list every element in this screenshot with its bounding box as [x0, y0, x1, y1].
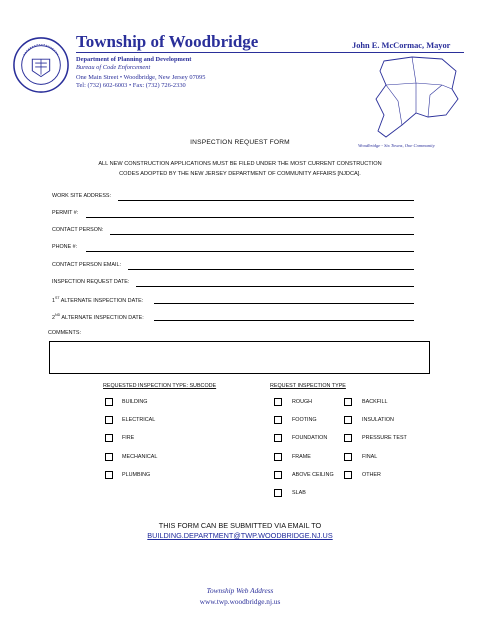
filing-notice [40, 159, 440, 179]
submit-email-link[interactable]: BUILDING.DEPARTMENT@TWP.WOODBRIDGE.NJ.US [147, 531, 333, 540]
alternate-date-2-text: ALTERNATE INSPECTION DATE: [60, 314, 144, 321]
pressure-test-label: PRESSURE TEST [362, 435, 407, 441]
permit-label: PERMIT #: [52, 210, 79, 216]
phone-label: PHONE #: [52, 244, 78, 250]
above-ceiling-label: ABOVE CEILING [292, 472, 334, 478]
township-seal-icon [12, 36, 70, 94]
slab-checkbox[interactable] [274, 489, 282, 497]
foundation-label: FOUNDATION [292, 435, 328, 441]
township-map-icon [372, 55, 460, 139]
slab-label: SLAB [292, 490, 306, 496]
final-checkbox[interactable] [344, 453, 352, 461]
building-label: BUILDING [122, 399, 148, 405]
office-address: One Main Street • Woodbridge, New Jersey 07095 [76, 74, 206, 81]
footing-checkbox[interactable] [274, 416, 282, 424]
alternate-date-2-field[interactable] [154, 320, 414, 321]
alternate-date-2-number: 2 [52, 314, 55, 321]
web-address-link[interactable]: www.twp.woodbridge.nj.us [199, 597, 281, 606]
pressure-test-checkbox[interactable] [344, 434, 352, 442]
alternate-date-1-field[interactable] [154, 303, 414, 304]
header-rule [76, 52, 464, 53]
request-date-label: INSPECTION REQUEST DATE: [52, 279, 130, 285]
comments-field[interactable] [49, 341, 430, 374]
alternate-date-1-suffix: ST [55, 296, 60, 300]
electrical-label: ELECTRICAL [122, 417, 156, 423]
contact-email-label: CONTACT PERSON EMAIL: [52, 262, 121, 268]
phone-field[interactable] [86, 251, 414, 252]
permit-field[interactable] [86, 217, 414, 218]
filing-notice-line-1: ALL NEW CONSTRUCTION APPLICATIONS MUST BE FILED UNDER THE MOST CURRENT CONSTRUCTION [98, 161, 382, 167]
request-date-field[interactable] [136, 286, 414, 287]
department-name: Department of Planning and Development [76, 56, 192, 63]
rough-label: ROUGH [292, 399, 313, 405]
contact-email-field[interactable] [128, 269, 414, 270]
frame-checkbox[interactable] [274, 453, 282, 461]
work-site-address-field[interactable] [118, 200, 414, 201]
backfill-label: BACKFILL [362, 399, 388, 405]
bureau-name: Bureau of Code Enforcement [76, 64, 151, 71]
frame-label: FRAME [292, 454, 311, 460]
inspection-type-heading: REQUEST INSPECTION TYPE [270, 383, 346, 389]
contact-person-field[interactable] [110, 234, 414, 235]
plumbing-label: PLUMBING [122, 472, 151, 478]
backfill-checkbox[interactable] [344, 398, 352, 406]
fire-label: FIRE [122, 435, 135, 441]
alternate-date-1-label [52, 296, 143, 304]
mayor-name: John E. McCormac, Mayor [352, 41, 451, 50]
final-label: FINAL [362, 454, 378, 460]
alternate-date-2-suffix: ND [55, 313, 61, 317]
above-ceiling-checkbox[interactable] [274, 471, 282, 479]
rough-checkbox[interactable] [274, 398, 282, 406]
other-label: OTHER [362, 472, 381, 478]
fire-checkbox[interactable] [105, 434, 113, 442]
comments-label: COMMENTS: [48, 330, 81, 336]
township-motto: Woodbridge - Six Towns, One Community [358, 143, 435, 148]
filing-notice-line-2: CODES ADOPTED BY THE NEW JERSEY DEPARTMENT OF COMMUNITY AFFAIRS [NJDCA]. [119, 171, 361, 177]
phone-fax: Tel: (732) 602-6003 • Fax: (732) 726-2330 [76, 82, 186, 89]
other-checkbox[interactable] [344, 471, 352, 479]
plumbing-checkbox[interactable] [105, 471, 113, 479]
insulation-checkbox[interactable] [344, 416, 352, 424]
electrical-checkbox[interactable] [105, 416, 113, 424]
foundation-checkbox[interactable] [274, 434, 282, 442]
work-site-address-label: WORK SITE ADDRESS: [52, 193, 112, 199]
mechanical-checkbox[interactable] [105, 453, 113, 461]
alternate-date-2-label [52, 313, 144, 321]
subcode-heading: REQUESTED INSPECTION TYPE: SUBCODE [103, 383, 217, 389]
form-title: INSPECTION REQUEST FORM [190, 139, 290, 146]
contact-person-label: CONTACT PERSON: [52, 227, 104, 233]
insulation-label: INSULATION [362, 417, 394, 423]
mechanical-label: MECHANICAL [122, 454, 158, 460]
alternate-date-1-text: ALTERNATE INSPECTION DATE: [59, 297, 144, 304]
building-checkbox[interactable] [105, 398, 113, 406]
footing-label: FOOTING [292, 417, 317, 423]
submit-instructions: THIS FORM CAN BE SUBMITTED VIA EMAIL TO [158, 521, 322, 530]
township-title: Township of Woodbridge [76, 32, 259, 51]
web-address-label: Township Web Address [206, 586, 274, 595]
alternate-date-1-number: 1 [52, 297, 55, 304]
